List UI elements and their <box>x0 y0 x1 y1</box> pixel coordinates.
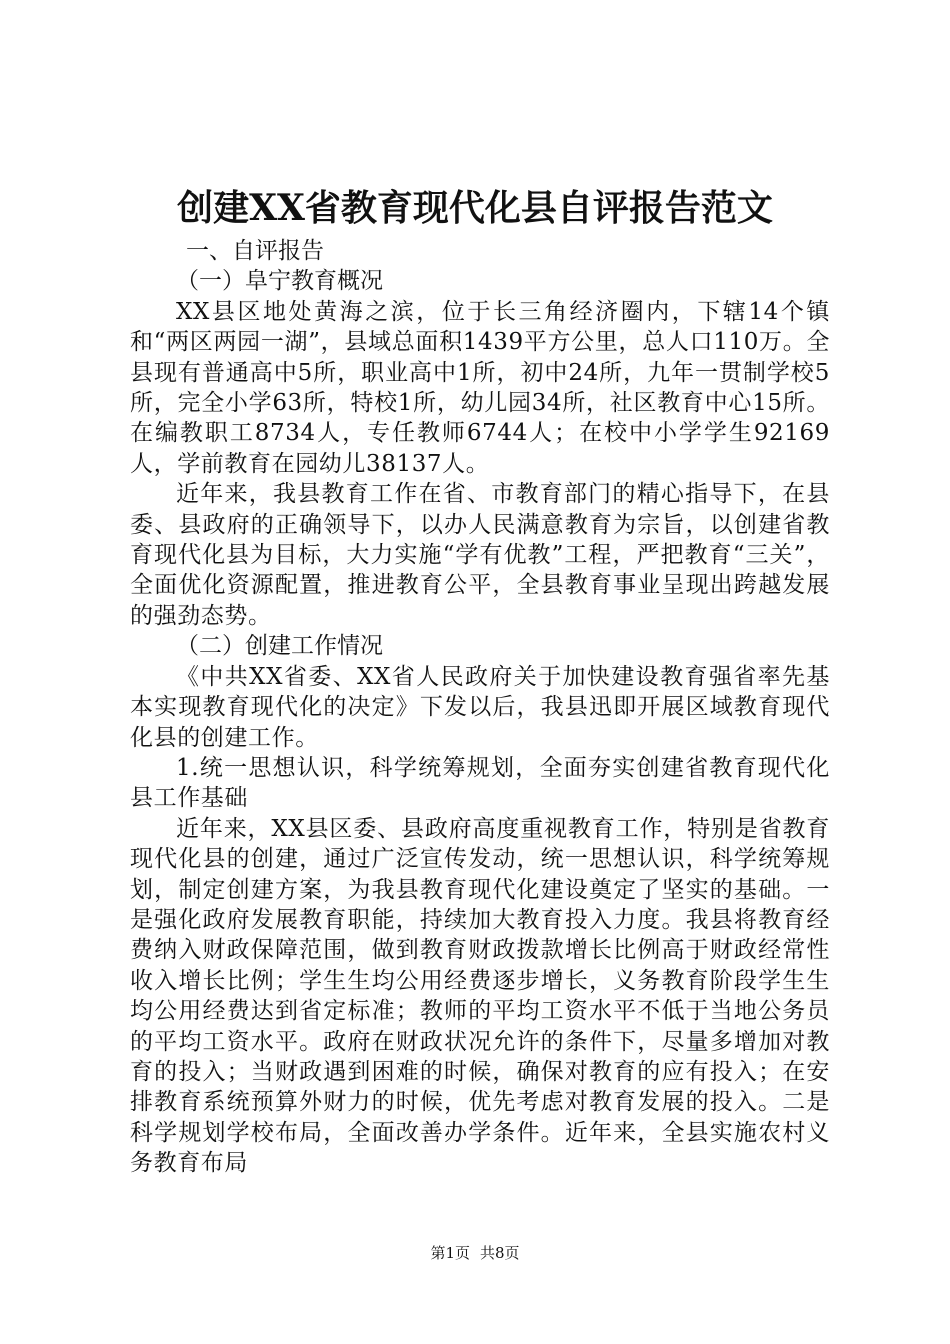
paragraph-item-1-body: 近年来，XX县区委、县政府高度重视教育工作，特别是省教育现代化县的创建，通过广泛宣传发动，统一思想认识，科学统筹规划，制定创建方案，为我县教育现代化建设奠定了坚实的基础。一是强化政府发展教育职能，持续加大教育投入力度。我县将教育经费纳入财政保障范围，做到教育财政拨款增长比例高于财政经常性收入增长比例；学生生均公用经费逐步增长，义务教育阶段学生生均公用经费达到省定标准；教师的平均工资水平不低于当地公务员的平均工资水平。政府在财政状况允许的条件下，尽量多增加对教育的投入；当财政遇到困难的时候，确保对教育的应有投入；在安排教育系统预算外财力的时候，优先考虑对教育发展的投入。二是科学规划学校布局，全面改善办学条件。近年来，全县实施农村义务教育布局 <box>130 815 830 1177</box>
document-title: 创建XX省教育现代化县自评报告范文 <box>177 187 773 229</box>
paragraph-recent-years: 近年来，我县教育工作在省、市教育部门的精心指导下，在县委、县政府的正确领导下，以办人民满意教育为宗旨，以创建省教育现代化县为目标，大力实施“学有优教”工程，严把教育“三关”，全面优化资源配置，推进教育公平，全县教育事业呈现出跨越发展的强劲态势。 <box>130 481 830 629</box>
paragraph-overview: XX县区地处黄海之滨，位于长三角经济圈内，下辖14个镇和“两区两园一湖”，县域总面积1439平方公里，总人口110万。全县现有普通高中5所，职业高中1所，初中24所，九年一贯制学校5所，完全小学63所，特校1所，幼儿园34所，社区教育中心15所。在编教职工8734人，专任教师6744人；在校中小学学生92169人，学前教育在园幼儿38137人。 <box>130 298 830 477</box>
section-heading-self-evaluation: 一、自评报告 <box>186 238 324 264</box>
subsection-heading-overview: （一）阜宁教育概况 <box>176 268 383 295</box>
page-number: 第1页 <box>430 1244 470 1262</box>
paragraph-decision: 《中共XX省委、XX省人民政府关于加快建设教育强省率先基本实现教育现代化的决定》下发以后，我县迅即开展区域教育现代化县的创建工作。 <box>130 663 830 751</box>
page-total: 共8页 <box>480 1244 520 1262</box>
subsection-heading-work-status: （二）创建工作情况 <box>176 633 383 660</box>
document-body <box>130 236 830 1179</box>
page-footer <box>0 1243 950 1263</box>
paragraph-item-1-heading: 1.统一思想认识，科学统筹规划，全面夯实创建省教育现代化县工作基础 <box>130 754 830 812</box>
